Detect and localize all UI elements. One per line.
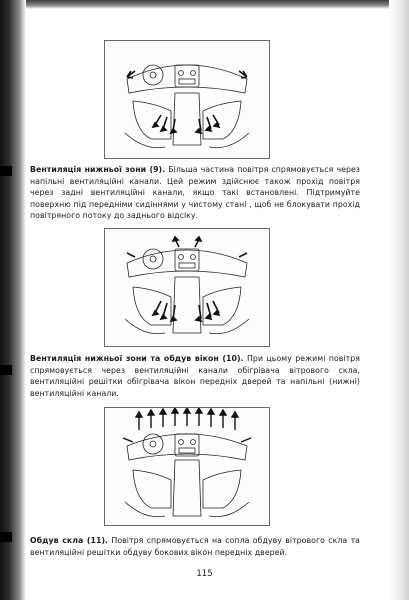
- scan-edge-right: [389, 0, 409, 600]
- scan-edge-left: [0, 0, 26, 600]
- dashboard-illustration: [105, 408, 269, 525]
- figure-lower-zone-and-window-defog: [104, 228, 270, 347]
- section-body: Більша частина повітря спрямовується через напільні вентиляційні канали. Цей режим здійснює також прохід повітря через задні вентиляційні канали, якщо такі встановлені. Підтримуйте поверхню під передніми сидіннями у чистому стані , щоб не блокувати прохід повітряного потоку до заднього відсіку.: [30, 165, 360, 221]
- figure-windshield-defog: [104, 407, 270, 526]
- page-number: 115: [196, 569, 213, 579]
- section-body: При цьому режимі повітря спрямовується через вентиляційні канали обігрівача вітрового скла, вентиляційні решітки обігрівача вікон передніх дверей та напільні (нижні) вентиляційні канали.: [30, 354, 360, 398]
- dashboard-illustration: [105, 229, 269, 346]
- scan-edge-top: [0, 0, 409, 9]
- section-windshield-defog: [30, 535, 360, 558]
- section-body: Повітря спрямовується на сопла обдуву вітрового скла та вентиляційні решітки обдуву бокових вікон передніх дверей.: [30, 536, 360, 557]
- section-heading: Вентиляція нижньої зони та обдув вікон (10).: [30, 354, 244, 363]
- section-heading: Вентиляція нижньої зони (9).: [30, 165, 166, 174]
- section-lower-zone-ventilation: [30, 164, 360, 222]
- scan-mark: [0, 166, 12, 176]
- dashboard-illustration: [105, 41, 269, 158]
- scan-mark: [0, 532, 12, 542]
- section-heading: Обдув скла (11).: [30, 536, 109, 545]
- figure-lower-zone-ventilation: [104, 40, 270, 159]
- section-lower-zone-and-window-defog: [30, 353, 360, 399]
- scan-mark: [0, 365, 12, 375]
